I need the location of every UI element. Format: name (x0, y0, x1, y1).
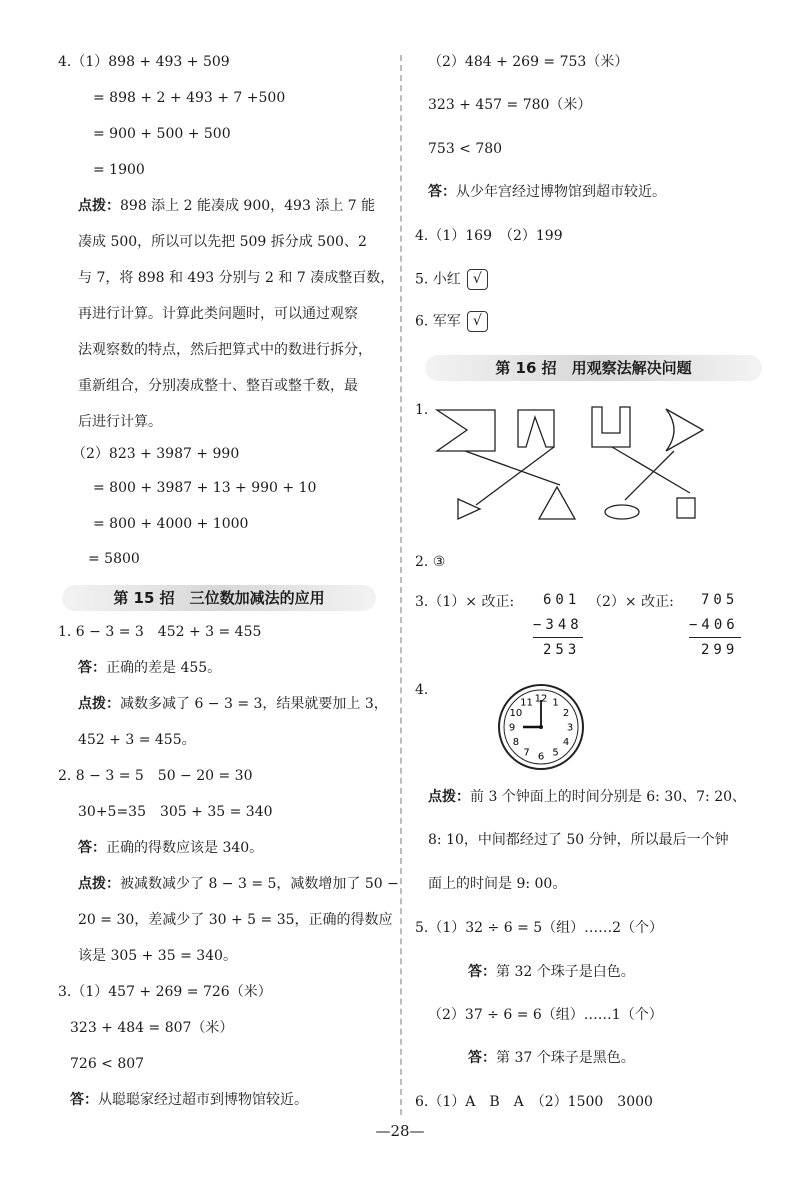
match-line (612, 447, 690, 493)
clock-number: 11 (520, 697, 533, 709)
right-q6: 6. 军军 √ (415, 311, 488, 332)
s16-q5-answer1: 答：第 32 个珠子是白色。 (468, 964, 635, 980)
s16-q3-part2: （2）× 改正: (588, 594, 674, 610)
q3b-line3: 753 < 780 (428, 141, 503, 157)
q4-tip-line1: 点拨：898 添上 2 能凑成 900，493 添上 7 能 (78, 198, 376, 214)
clock-number: 3 (566, 722, 574, 734)
clock-number: 2 (562, 708, 570, 719)
s16-q3-part1: 3.（1）× 改正: (415, 594, 515, 610)
check-mark-box: √ (467, 269, 488, 290)
q4-part2: （2）823 + 3987 + 990 (72, 446, 240, 462)
u-notch-shape (592, 407, 630, 447)
ellipse-shape (605, 505, 639, 519)
q4-step5: = 800 + 4000 + 1000 (93, 516, 249, 532)
subtraction-minuend: 601 (543, 592, 581, 608)
s16-q4-label: 4. (415, 682, 429, 698)
right-q4: 4.（1）169 （2）199 (415, 228, 563, 244)
s15-q2-line2: 30+5=35 305 + 35 = 340 (78, 804, 273, 820)
clock-number: 8 (512, 737, 520, 748)
s16-q1-label: 1. (415, 402, 429, 418)
q4-tip-line7: 后进行计算。 (78, 414, 162, 430)
q4-step2: = 900 + 500 + 500 (93, 126, 231, 142)
q4-tip-line4: 再进行计算。计算此类问题时，可以通过观察 (78, 306, 358, 322)
s15-q3-line1: 3.（1）457 + 269 = 726（米） (58, 984, 272, 1000)
q3b-line1: （2）484 + 269 = 753（米） (428, 54, 629, 70)
s15-q3-line3: 726 < 807 (70, 1056, 145, 1072)
clock-number: 7 (523, 747, 530, 759)
subtraction-result: 253 (543, 642, 581, 658)
s15-q1-line1: 1. 6 − 3 = 3 452 + 3 = 455 (58, 624, 262, 640)
clock-number: 12 (534, 693, 548, 705)
subtraction-subtrahend-2: −406 (689, 617, 739, 633)
subtraction-subtrahend: −348 (533, 617, 583, 633)
s15-q2-line1: 2. 8 − 3 = 5 50 − 20 = 30 (58, 768, 253, 784)
arrow-notch-shape (437, 410, 495, 451)
triangle-shape (458, 499, 480, 519)
s15-q1-tip1: 点拨：减数多减了 6 − 3 = 3，结果就要加上 3， (78, 696, 388, 712)
s16-q4-tip1: 点拨：前 3 个钟面上的时间分别是 6: 30、7: 20、 (428, 789, 747, 805)
clock-number: 5 (552, 747, 559, 759)
s15-q2-tip1: 点拨：被减数减少了 8 − 3 = 5，减数增加了 50 − (78, 876, 399, 892)
q4-step4: = 800 + 3987 + 13 + 990 + 10 (93, 480, 317, 496)
s16-q6: 6.（1）A B A （2）1500 3000 (415, 1094, 653, 1110)
shape-matching-diagram (420, 395, 720, 530)
right-q5: 5. 小红 √ (415, 269, 488, 290)
s15-q2-tip2: 20 = 30，差减少了 30 + 5 = 35，正确的得数应 (78, 912, 393, 928)
s15-q3-answer: 答：从聪聪家经过超市到博物馆较近。 (70, 1092, 308, 1108)
s16-q4-tip2: 8: 10，中间都经过了 50 分钟，所以最后一个钟 (428, 832, 729, 848)
section-16-header: 第 16 招 用观察法解决问题 (425, 355, 762, 381)
subtraction-result-2: 299 (701, 642, 739, 658)
column-divider (400, 55, 402, 1115)
square-shape (677, 498, 695, 518)
q4-tip-line5: 法观察数的特点，然后把算式中的数进行拆分， (78, 342, 372, 358)
check-mark-box: √ (467, 311, 488, 332)
clock-number: 9 (508, 722, 516, 734)
q3b-answer: 答：从少年宫经过博物馆到超市较近。 (428, 184, 666, 200)
s15-q1-tip2: 452 + 3 = 455。 (78, 732, 196, 748)
clock-number: 1 (552, 697, 559, 709)
q4-tip-line2: 凑成 500，所以可以先把 509 拆分成 500、2 (78, 234, 367, 250)
s16-q5-line1: 5.（1）32 ÷ 6 = 5（组）……2（个） (415, 920, 664, 936)
subtraction-minuend-2: 705 (701, 592, 739, 608)
s16-q4-tip3: 面上的时间是 9: 00。 (428, 876, 567, 892)
crescent-triangle-shape (666, 409, 703, 451)
s15-q1-answer: 答：正确的差是 455。 (78, 660, 222, 676)
q3b-line2: 323 + 457 = 780（米） (428, 97, 592, 113)
clock-number: 10 (509, 708, 523, 719)
s15-q3-line2: 323 + 484 = 807（米） (70, 1020, 234, 1036)
clock-number: 6 (537, 751, 545, 763)
q4-part1: 4.（1）898 + 493 + 509 (58, 54, 230, 70)
match-line (465, 451, 560, 485)
tip-label: 点拨： (78, 198, 120, 214)
q4-step3: = 1900 (93, 162, 145, 178)
s15-q2-tip3: 该是 305 + 35 = 340。 (78, 948, 237, 964)
clock-face (496, 682, 586, 772)
clock-number: 4 (562, 737, 570, 748)
match-line (476, 447, 554, 505)
q4-step6: = 5800 (88, 551, 140, 567)
page-number: —28— (375, 1122, 425, 1140)
s16-q5-answer2: 答：第 37 个珠子是黑色。 (468, 1050, 635, 1066)
s16-q2: 2. ③ (415, 554, 446, 570)
q4-step1: = 898 + 2 + 493 + 7 +500 (93, 90, 286, 106)
s16-q5-line2: （2）37 ÷ 6 = 6（组）……1（个） (428, 1007, 663, 1023)
s15-q2-answer: 答：正确的得数应该是 340。 (78, 840, 264, 856)
q4-tip-line3: 与 7，将 898 和 493 分别与 2 和 7 凑成整百数， (78, 270, 395, 286)
section-15-header: 第 15 招 三位数加减法的应用 (62, 585, 376, 611)
q4-tip-line6: 重新组合，分别凑成整十、整百或整千数，最 (78, 378, 358, 394)
subtraction-line-2 (689, 637, 741, 638)
m-notch-shape (518, 410, 554, 447)
subtraction-line (533, 637, 583, 638)
triangle-shape-2 (539, 487, 575, 519)
